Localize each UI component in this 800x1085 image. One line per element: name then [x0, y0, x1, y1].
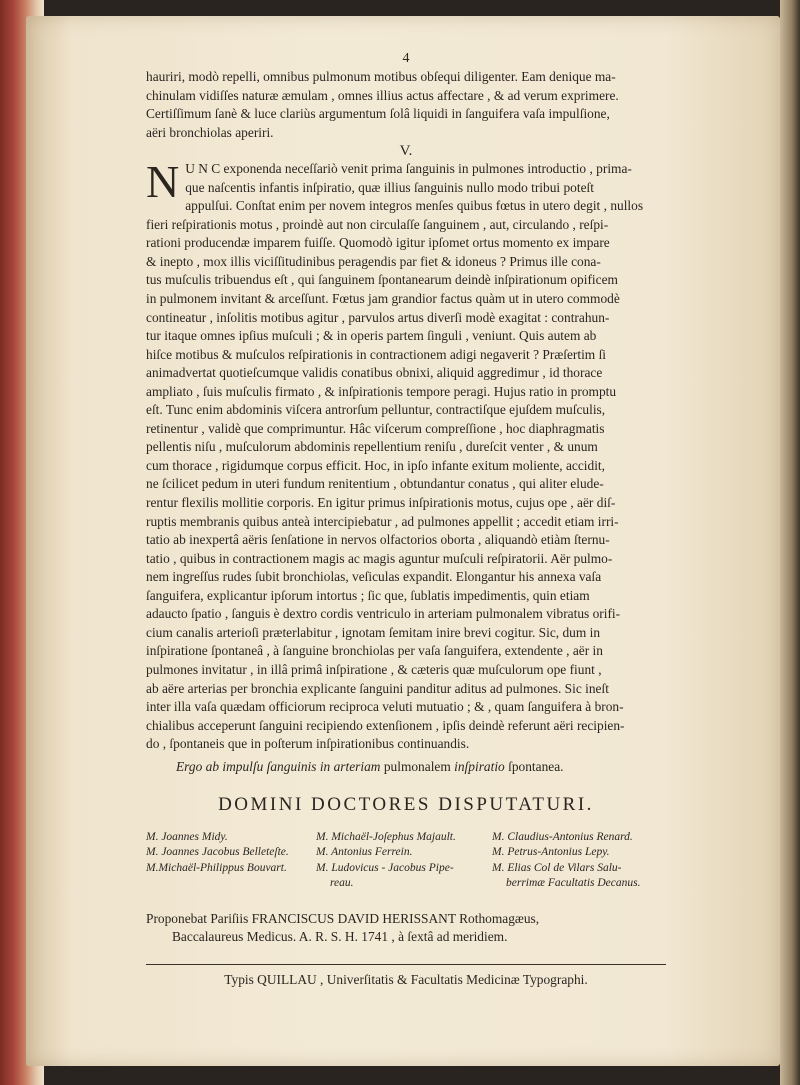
doctor-name: M.Michaël-Philippus Bouvart. [146, 861, 287, 874]
section-line: tus muſculis tribuendus eſt , qui ſanguinem ſpontanearum deindè inſpirationum opificem [146, 272, 618, 288]
proponebat [146, 910, 666, 946]
doctores-title: DOMINI DOCTORES DISPUTATURI. [218, 793, 594, 815]
section-line: ab aëre arterias per bronchia explicante ſanguini panditur aditus ad pulmones. Sic ineſt [146, 680, 609, 696]
doctor-name: berrimæ Facultatis Decanus. [506, 877, 641, 890]
divider-rule [146, 964, 666, 965]
intro-line: Certiſſimum ſanè & luce clariùs argumentum ſolâ liquidi in ſanguifera vaſa impulſione, [146, 106, 610, 122]
doctor-name: M. Antonius Ferrein. [316, 846, 413, 859]
section-line: inter illa vaſa quædam officiorum reciproca veluti mutuatio ; & , quam ſanguifera à bron- [146, 699, 624, 715]
section-line: ſanguifera, explicantur ipſorum intortus ; ſic que, ſublatis impedimentis, quin etiam [146, 587, 590, 603]
section-line: do , ſpontaneis que in poſterum inſpirationibus continuandis. [146, 736, 470, 752]
section-line: cum thorace , rigidumque corpus efficit. Hoc, in ipſo infante exitum moliente, accidit, [146, 457, 605, 473]
intro-paragraph [146, 68, 666, 142]
section-line: tatio , quibus in contractionem magis ac magis aguntur muſculi reſpiratorii. Aër pulmo- [146, 550, 613, 566]
conclusion-roman: pulmonalem [383, 758, 451, 774]
section-line: chialibus acceperunt ſanguini recipiendo extenſionem , ipſis deindè referunt aëri recipien- [146, 717, 625, 733]
intro-line: hauriri, modò repelli, omnibus pulmonum motibus obſequi diligenter. Eam denique ma- [146, 69, 616, 84]
page-number: 4 [402, 51, 410, 66]
doctor-name: M. Joannes Midy. [146, 830, 228, 843]
section-line: cium canalis arterioſi præterlabitur , ignotam ſemitam inire brevi cogitur. Sic, dum in [146, 624, 601, 640]
conclusion-end: ſpontanea. [508, 758, 564, 774]
section-line: contineatur , inſolitis motibus agitur , parvulos artus diverſi modè exagitat : contrahun- [146, 309, 610, 325]
section-line: ne ſcilicet pedum in uteri fundum renitentium , obtundantur conatus , qui aliter elude- [146, 476, 604, 492]
section-line: pellentis niſu , muſculorum abdominis repellentium reniſu , dureſcit venter , & unum [146, 439, 598, 455]
conclusion-italic: Ergo ab impulſu ſanguinis in arteriam [176, 758, 381, 774]
section-line: fieri reſpirationis motus , proindè aut non circulaſſe ſanguinem , aut, circulando , reſpi- [146, 216, 609, 232]
section-line: rationi producendæ imparem fuiſſe. Quomodò igitur ipſomet ortus momento ex impare [146, 235, 610, 251]
conclusion-italic-2: inſpiratio [454, 758, 505, 774]
section-line: animadvertat quotieſcumque validis conatibus obnixi, aliquid aggredimur , id thorace [146, 365, 603, 381]
doctor-name: reau. [330, 877, 354, 890]
section-line: hiſce motibus & muſculos reſpirationis in contractionem adigi negaverit ? Præſertim ſi [146, 346, 607, 362]
section-number: V. [399, 143, 413, 160]
doctors-list [146, 830, 666, 892]
section-line: & inepto , mox illis viciſſitudinibus peragendis par fiet & idoneus ? Primus ille cona- [146, 253, 601, 269]
section-line: in pulmonem invitant & arceſſunt. Fœtus jam grandior factus quàm ut in utero commodè [146, 291, 620, 307]
proponebat-line: Proponebat Pariſiis FRANCISCUS DAVID HERISSANT Rothomagæus, [146, 910, 540, 926]
section-line: tatio ab inexpertâ aëris ſenſatione in nervos olfactorios oborta , aliquandò etiàm ſternu- [146, 532, 610, 548]
doctor-name: M. Ludovicus - Jacobus Pipe- [316, 861, 454, 874]
section-paragraph [146, 156, 666, 754]
section-line: inſpiratione ſpontaneâ , à ſanguine bronchiolas per vaſa ſanguifera, extendente , aër in [146, 643, 603, 659]
doctors-column-3 [492, 830, 666, 892]
printer-line: Typis QUILLAU , Univerſitatis & Facultatis Medicinæ Typographi. [224, 971, 588, 987]
section-line: que naſcentis infantis inſpiratio, quæ illius ſanguinis nullo modo tribui poteſt [185, 179, 594, 195]
doctor-name: M. Joannes Jacobus Belleteſte. [146, 846, 289, 859]
section-line: ruptis membranis quibus anteà intercipiebatur , ad pulmones appellit ; accedit etiam irri- [146, 513, 619, 529]
section-line: eſt. Tunc enim abdominis viſcera antrorſum pelluntur, contractiſque ejuſdem muſculis, [146, 402, 606, 418]
section-line: appulſui. Conſtat enim per novem integros menſes quibus fœtus in utero degit , nullos [185, 198, 644, 214]
doctor-name: M. Michaël-Joſephus Majault. [316, 830, 456, 843]
page-content [146, 52, 666, 989]
section-line: ampliato , ſuis muſculis firmato , & inſpirationis tempore peragi. Hujus ratio in promptu [146, 383, 617, 399]
section-line: retinentur , validè que comprimuntur. Hâc viſcerum compreſſione , hoc diaphragmatis [146, 420, 605, 436]
intro-line: chinulam vidiſſes naturæ æmulam , omnes illius actus affectare , & ad verum exprimere. [146, 87, 619, 103]
section-line: nem ingreſſus rudes ſubit bronchiolas, veſiculas expandit. Elongantur his annexa vaſa [146, 569, 602, 585]
section-line: rentur flexilis mollitie corporis. En igitur primus inſpirationis motus, cujus ope , aër diſ- [146, 495, 616, 511]
dropcap: N [146, 156, 180, 208]
doctor-name: M. Elias Col de Vilars Salu- [492, 861, 622, 874]
conclusion [176, 758, 666, 776]
doctor-name: M. Claudius-Antonius Renard. [492, 830, 633, 843]
doctors-column-2 [316, 830, 492, 892]
section-line: U N C exponenda neceſſariò venit prima ſanguinis in pulmones introductio , prima- [185, 161, 632, 177]
proponebat-line: Baccalaureus Medicus. A. R. S. H. 1741 , à ſextâ ad meridiem. [172, 928, 508, 944]
book-right-edge [780, 0, 800, 1085]
doctors-column-1 [146, 830, 316, 892]
intro-line: aëri bronchiolas aperiri. [146, 124, 274, 140]
section-line: pulmones invitatur , in illâ primâ inſpiratione , & cæteris quæ muſculorum ope fiunt , [146, 661, 602, 677]
section-line: tur itaque omnes ipſius muſculi ; & in operis partem ſinguli , veniunt. Quis autem ab [146, 328, 597, 344]
doctor-name: M. Petrus-Antonius Lepy. [492, 846, 610, 859]
section-line: adaucto ſpatio , ſanguis è dextro cordis ventriculo in arteriam pulmonalem vibratus orifi- [146, 606, 621, 622]
